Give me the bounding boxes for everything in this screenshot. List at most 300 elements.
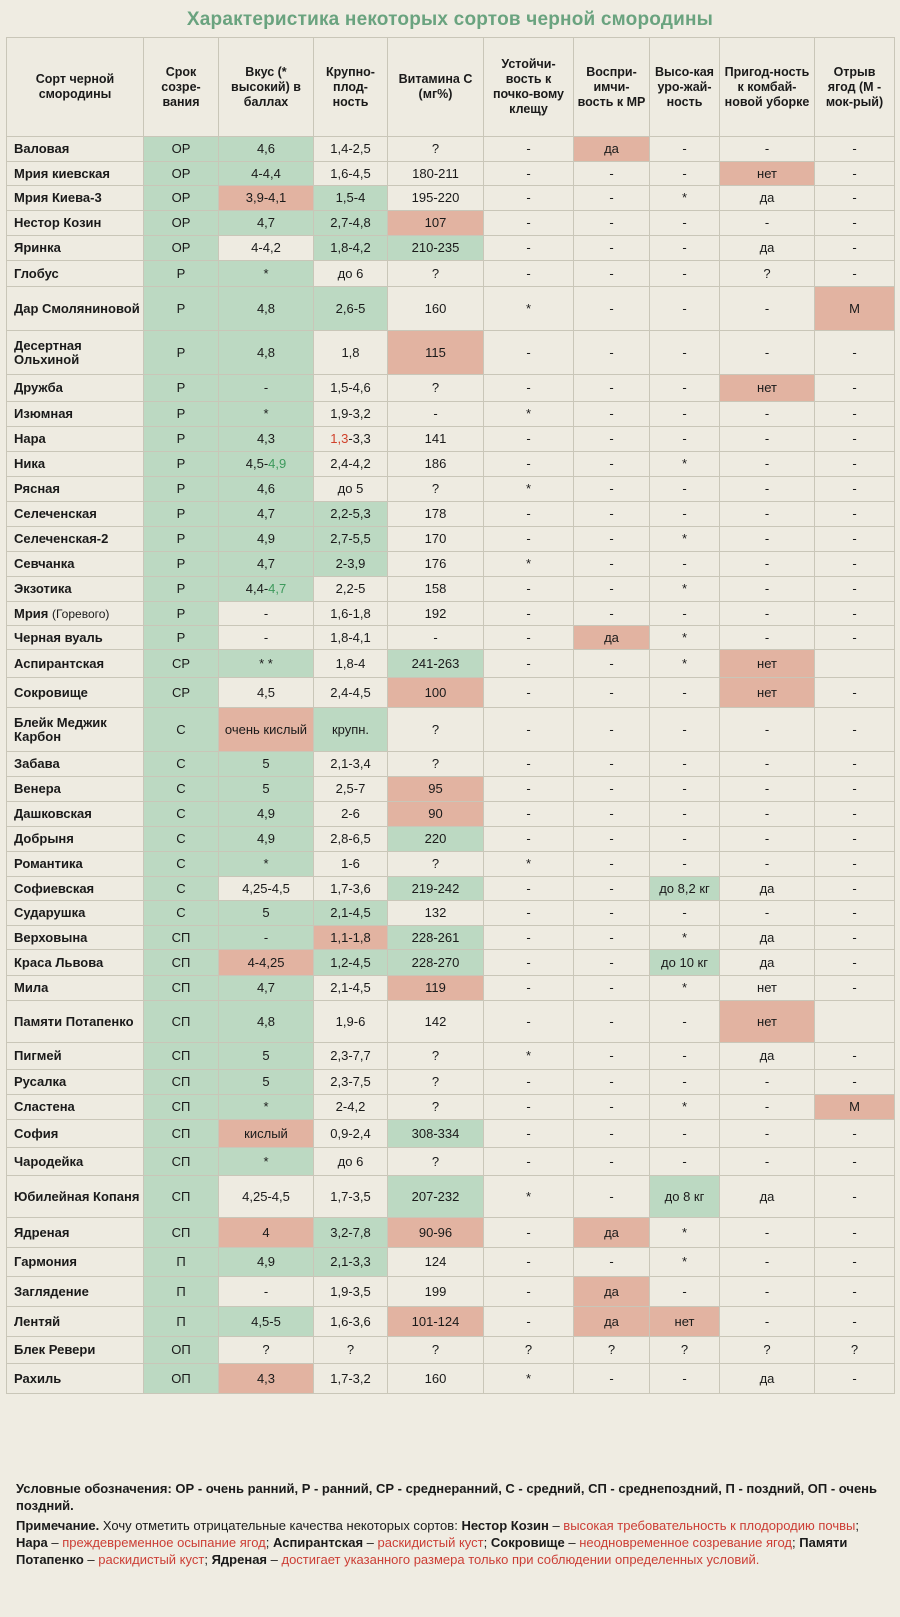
cell-term	[144, 1277, 219, 1307]
cell-text: 219-242	[411, 880, 460, 896]
cell-text: Блейк Меджик Карбон	[14, 714, 107, 744]
col-mite-header: Устойчи-вость к почко-вому клещу	[484, 38, 574, 137]
cell-text: -	[609, 856, 614, 871]
cell-text: -	[682, 856, 687, 871]
cell-term	[144, 926, 219, 950]
cell-text: -	[609, 1099, 614, 1114]
table-row	[7, 236, 895, 261]
cell-detachment	[815, 402, 895, 427]
note-variety-text: раскидистый куст	[377, 1535, 484, 1550]
cell-harvester	[720, 1277, 815, 1307]
table-row	[7, 1364, 895, 1394]
cell-variety	[7, 752, 144, 777]
cell-text: 3,2-7,8	[330, 1224, 371, 1240]
legend: Условные обозначения: ОР - очень ранний, Р - ранний, СР - среднеранний, С - средний, СП - среднепоздний, П - поздний, ОП - очень поздний.	[16, 1481, 878, 1513]
cell-text: ?	[524, 1342, 533, 1357]
cell-text: -	[764, 215, 770, 230]
cell-yield	[650, 852, 720, 877]
cell-yield	[650, 186, 720, 211]
cell-text: -	[609, 531, 614, 546]
cell-text: ?	[346, 1342, 355, 1357]
cell-yield	[650, 1043, 720, 1070]
cell-text: да	[604, 141, 619, 156]
cell-text: СП	[171, 1074, 191, 1089]
cell-text: 1,2-4,5	[330, 954, 371, 970]
cell-term	[144, 1337, 219, 1364]
cell-yield	[650, 802, 720, 827]
cell-text: Дар Смоляниновой	[14, 300, 140, 316]
cell-text: -	[682, 141, 687, 156]
cell-text: *	[525, 1048, 532, 1063]
table-row	[7, 976, 895, 1001]
table-row	[7, 211, 895, 236]
note-items: Нестор Козин – высокая требовательность к плодородию почвы; Нара – преждевременное осыпание ягод; Аспирантская – раскидистый куст; Сокровище – неодновременное созревание ягод; Памяти Потапенко – раскидистый куст; Ядреная – достигает указанного размера только при соблюдении определенных условий.	[16, 1518, 859, 1567]
cell-mite-resistance	[484, 602, 574, 626]
cell-yield	[650, 502, 720, 527]
cell-detachment	[815, 1218, 895, 1248]
cell-taste	[219, 626, 314, 650]
cell-yield	[650, 877, 720, 901]
cell-text: -	[609, 556, 614, 571]
cell-taste	[219, 287, 314, 331]
cell-variety	[7, 186, 144, 211]
cell-text: Блек Ревери	[14, 1342, 96, 1357]
cell-harvester	[720, 287, 815, 331]
cell-term	[144, 552, 219, 577]
cell-text: -	[852, 1125, 857, 1141]
note-variety-text: неодновременное созревание ягод	[579, 1535, 792, 1550]
cell-text: -	[609, 1074, 614, 1089]
cell-text: -	[526, 190, 531, 205]
cell-variety	[7, 852, 144, 877]
cell-term	[144, 477, 219, 502]
cell-term	[144, 777, 219, 802]
cell-detachment	[815, 827, 895, 852]
cell-vitamin-c	[388, 1148, 484, 1176]
cell-text: П	[176, 1283, 186, 1299]
table-row	[7, 678, 895, 708]
cell-text: -	[526, 1013, 531, 1029]
cell-harvester	[720, 402, 815, 427]
cell-text: -	[263, 380, 269, 395]
cell-mite-resistance	[484, 375, 574, 402]
table-row	[7, 162, 895, 186]
cell-text: -	[682, 344, 687, 360]
cell-text: ОР	[171, 165, 191, 181]
cell-text: -	[609, 300, 614, 316]
cell-mite-resistance	[484, 1070, 574, 1095]
cell-text: СП	[171, 1125, 191, 1141]
cell-yield	[650, 626, 720, 650]
cell-mite-resistance	[484, 1001, 574, 1043]
cell-mite-resistance	[484, 527, 574, 552]
cell-taste	[219, 650, 314, 678]
cell-text: -	[526, 781, 531, 796]
cell-text: -	[609, 431, 614, 446]
cell-mildew	[574, 552, 650, 577]
table-row	[7, 402, 895, 427]
cell-size	[314, 502, 388, 527]
cell-term	[144, 577, 219, 602]
cell-vitamin-c	[388, 375, 484, 402]
cell-term	[144, 602, 219, 626]
cell-text: Добрыня	[14, 831, 74, 846]
cell-taste	[219, 162, 314, 186]
cell-text: 220	[424, 831, 447, 846]
cell-text: до 8 кг	[664, 1188, 705, 1204]
cell-detachment	[815, 577, 895, 602]
cell-text: -	[526, 831, 531, 846]
cell-mildew	[574, 402, 650, 427]
cell-text: -	[609, 880, 614, 896]
cell-text: -	[764, 1283, 770, 1299]
cell-text: *	[681, 1224, 688, 1240]
cell-term	[144, 1364, 219, 1394]
cell-text: 4-4,4	[251, 165, 281, 181]
table-row	[7, 1248, 895, 1277]
cell-text: -	[764, 721, 770, 737]
cell-variety	[7, 877, 144, 901]
table-row	[7, 1001, 895, 1043]
cell-detachment	[815, 1277, 895, 1307]
cell-detachment	[815, 1307, 895, 1337]
cell-text: -	[526, 431, 531, 446]
cell-text: ?	[850, 1342, 859, 1357]
cell-text: -	[609, 190, 614, 205]
cell-mildew	[574, 331, 650, 375]
cell-text: -	[682, 756, 687, 771]
cell-text: Селеченская	[14, 506, 97, 521]
cell-text: -	[682, 380, 687, 395]
cell-term	[144, 1001, 219, 1043]
cell-variety	[7, 777, 144, 802]
cell-term	[144, 402, 219, 427]
cell-text: М	[849, 300, 860, 316]
cell-yield	[650, 137, 720, 162]
cell-text: -	[852, 581, 857, 596]
cell-mildew	[574, 1337, 650, 1364]
cell-harvester	[720, 552, 815, 577]
cell-detachment	[815, 950, 895, 976]
table-row	[7, 626, 895, 650]
cell-text: до 5	[337, 481, 364, 496]
cell-term	[144, 137, 219, 162]
cell-text: 0,9-2,4	[330, 1125, 371, 1141]
cell-yield	[650, 678, 720, 708]
cell-variety	[7, 331, 144, 375]
cell-harvester	[720, 1364, 815, 1394]
cell-text: -	[526, 880, 531, 896]
cell-detachment	[815, 626, 895, 650]
table-row	[7, 261, 895, 287]
cell-text: -	[682, 1074, 687, 1089]
cell-text: -	[852, 240, 857, 255]
cell-text: Р	[176, 431, 186, 446]
cell-taste	[219, 1176, 314, 1218]
cell-variety	[7, 527, 144, 552]
cell-size	[314, 186, 388, 211]
cell-harvester	[720, 901, 815, 926]
cell-text: нет	[757, 165, 777, 181]
cell-taste	[219, 477, 314, 502]
cell-mildew	[574, 752, 650, 777]
cell-text: СП	[171, 1188, 191, 1204]
cell-size	[314, 375, 388, 402]
cell-detachment	[815, 331, 895, 375]
cell-text: Венера	[14, 781, 61, 796]
table-row	[7, 577, 895, 602]
cell-mite-resistance	[484, 287, 574, 331]
cell-text: 2-3,9	[335, 556, 366, 571]
cell-text: -	[609, 1048, 614, 1063]
cell-harvester	[720, 678, 815, 708]
cell-text: да	[759, 1048, 775, 1063]
cell-vitamin-c	[388, 926, 484, 950]
cell-mite-resistance	[484, 1095, 574, 1120]
cell-mite-resistance	[484, 827, 574, 852]
cell-text: -	[764, 581, 770, 596]
cell-text: -	[526, 1099, 531, 1114]
cell-vitamin-c	[388, 1307, 484, 1337]
cell-text: -	[764, 831, 770, 846]
col-taste-header: Вкус (* высокий) в баллах	[219, 38, 314, 137]
cell-text: -	[609, 756, 614, 771]
table-row	[7, 650, 895, 678]
cell-text: Забава	[14, 756, 60, 771]
cell-text: -	[852, 406, 857, 421]
cell-text: 4-4,25	[247, 954, 285, 970]
cell-variety	[7, 626, 144, 650]
cell-detachment	[815, 708, 895, 752]
cell-taste	[219, 186, 314, 211]
highlighted-value: 1,3	[330, 431, 349, 446]
cell-text: да	[759, 954, 775, 970]
cell-text: СП	[171, 1224, 191, 1240]
cell-harvester	[720, 1120, 815, 1148]
cell-harvester	[720, 1248, 815, 1277]
cell-text: 1,5-4,6	[330, 380, 371, 395]
cell-taste	[219, 552, 314, 577]
cell-text: Р	[176, 629, 186, 645]
cell-text: Мрия	[14, 605, 49, 621]
cell-mildew	[574, 236, 650, 261]
cell-text: да	[604, 629, 619, 645]
cell-text: П	[176, 1254, 186, 1269]
cell-mildew	[574, 427, 650, 452]
cell-taste	[219, 678, 314, 708]
cell-text: ?	[431, 856, 440, 871]
cell-text: да	[759, 240, 775, 255]
cell-yield	[650, 1176, 720, 1218]
cell-term	[144, 1070, 219, 1095]
cell-size	[314, 1337, 388, 1364]
cell-taste	[219, 1218, 314, 1248]
cell-text: да	[759, 929, 775, 945]
cell-text: -	[852, 1224, 857, 1240]
cell-taste	[219, 1307, 314, 1337]
cell-size	[314, 777, 388, 802]
cell-text: 5	[262, 905, 270, 920]
cell-text: Софиевская	[14, 880, 95, 896]
cell-text: -	[263, 629, 269, 645]
cell-mildew	[574, 287, 650, 331]
cell-text: Памяти Потапенко	[14, 1013, 134, 1029]
cell-text: 4,7	[256, 556, 276, 571]
cell-yield	[650, 552, 720, 577]
cell-taste	[219, 950, 314, 976]
cell-detachment	[815, 777, 895, 802]
cell-text: -	[852, 1254, 857, 1269]
cell-yield	[650, 1248, 720, 1277]
cell-detachment	[815, 877, 895, 901]
cell-yield	[650, 1070, 720, 1095]
cell-text: Мрия киевская	[14, 165, 110, 181]
cell-size	[314, 708, 388, 752]
cell-text: -	[609, 831, 614, 846]
cell-text: 1,7-3,5	[330, 1188, 371, 1204]
cell-vitamin-c	[388, 877, 484, 901]
cell-term	[144, 331, 219, 375]
cell-taste	[219, 877, 314, 901]
cell-text: -	[764, 806, 770, 821]
cell-text: -	[852, 880, 857, 896]
cell-term	[144, 1095, 219, 1120]
cell-detachment	[815, 186, 895, 211]
cell-text: 228-270	[411, 954, 460, 970]
cell-text: -	[852, 954, 857, 970]
cell-text: Севчанка	[14, 556, 75, 571]
col-mildew-header: Воспри-имчи-вость к МР	[574, 38, 650, 137]
cell-yield	[650, 777, 720, 802]
cell-text: -	[526, 581, 531, 596]
cell-vitamin-c	[388, 802, 484, 827]
cell-text: 142	[424, 1013, 447, 1029]
table-row	[7, 1120, 895, 1148]
cell-text: да	[604, 1313, 619, 1329]
cell-mite-resistance	[484, 777, 574, 802]
cell-text: ?	[431, 1153, 440, 1169]
cell-harvester	[720, 877, 815, 901]
cell-text: 160	[424, 1370, 447, 1386]
cell-yield	[650, 577, 720, 602]
cell-mite-resistance	[484, 802, 574, 827]
cell-vitamin-c	[388, 1277, 484, 1307]
cell-yield	[650, 901, 720, 926]
cell-term	[144, 502, 219, 527]
cell-mite-resistance	[484, 1307, 574, 1337]
cell-variety	[7, 678, 144, 708]
cell-text: 1,6-1,8	[330, 605, 371, 621]
cell-taste	[219, 708, 314, 752]
cell-text: Р	[176, 556, 186, 571]
cell-text: -	[852, 190, 857, 205]
cell-text: -	[682, 300, 687, 316]
cell-text: Р	[176, 300, 186, 316]
cell-text: нет	[757, 380, 777, 395]
cell-text: Мрия Киева-3	[14, 190, 102, 205]
cell-variety	[7, 827, 144, 852]
cell-text: ОП	[171, 1342, 191, 1357]
cell-vitamin-c	[388, 827, 484, 852]
cell-text: 119	[425, 980, 446, 995]
cell-text: 4,7	[256, 506, 276, 521]
cell-text: -	[682, 1283, 687, 1299]
cell-text: 2,6-5	[335, 300, 366, 316]
cell-mildew	[574, 708, 650, 752]
cell-mildew	[574, 1148, 650, 1176]
cell-term	[144, 1307, 219, 1337]
cell-text: -	[526, 806, 531, 821]
cell-text: -	[682, 556, 687, 571]
cell-vitamin-c	[388, 331, 484, 375]
cell-text: 2,5-7	[335, 781, 366, 796]
cell-variety	[7, 261, 144, 287]
cell-vitamin-c	[388, 950, 484, 976]
cell-text: -	[764, 1125, 770, 1141]
cell-text: 4,6	[256, 141, 276, 156]
cell-term	[144, 1043, 219, 1070]
cell-mite-resistance	[484, 552, 574, 577]
table-row	[7, 331, 895, 375]
note-variety-name: Нара	[16, 1535, 48, 1550]
cell-text: -	[852, 456, 857, 471]
cell-variety	[7, 502, 144, 527]
cell-detachment	[815, 1001, 895, 1043]
cell-vitamin-c	[388, 552, 484, 577]
cell-mildew	[574, 162, 650, 186]
cell-size	[314, 926, 388, 950]
cell-text: -	[764, 756, 770, 771]
cell-text: 1,8	[341, 344, 360, 360]
cell-text: -	[609, 655, 614, 671]
cell-size	[314, 452, 388, 477]
cell-text: -	[852, 756, 857, 771]
cell-mildew	[574, 1001, 650, 1043]
col-harvest-header: Пригод-ность к комбай-новой уборке	[720, 38, 815, 137]
cell-yield	[650, 236, 720, 261]
cell-mildew	[574, 211, 650, 236]
cell-text: -	[526, 954, 531, 970]
cell-term	[144, 1218, 219, 1248]
cell-text: -	[852, 531, 857, 546]
cell-text: Рясная	[14, 481, 60, 496]
cell-taste	[219, 1095, 314, 1120]
cell-text: 3,9-4,1	[245, 190, 287, 205]
cell-mite-resistance	[484, 477, 574, 502]
cell-yield	[650, 452, 720, 477]
cell-text: -	[526, 655, 531, 671]
highlighted-value: 4,7	[268, 581, 287, 596]
cell-size	[314, 552, 388, 577]
cell-text: 2-4,2	[335, 1099, 366, 1114]
cell-mildew	[574, 950, 650, 976]
cell-variety	[7, 162, 144, 186]
cell-detachment	[815, 852, 895, 877]
cell-text: СП	[171, 1048, 191, 1063]
cell-size	[314, 1095, 388, 1120]
cell-text: *	[681, 581, 688, 596]
cell-variety	[7, 1070, 144, 1095]
cell-text: *	[525, 856, 532, 871]
cell-text: Р	[176, 581, 186, 596]
cell-text: -	[526, 756, 531, 771]
cell-yield	[650, 976, 720, 1001]
cell-vitamin-c	[388, 452, 484, 477]
cell-harvester	[720, 777, 815, 802]
cell-text: -	[852, 1370, 857, 1386]
cell-text: 4,5-4,9	[245, 456, 287, 471]
cell-mite-resistance	[484, 162, 574, 186]
